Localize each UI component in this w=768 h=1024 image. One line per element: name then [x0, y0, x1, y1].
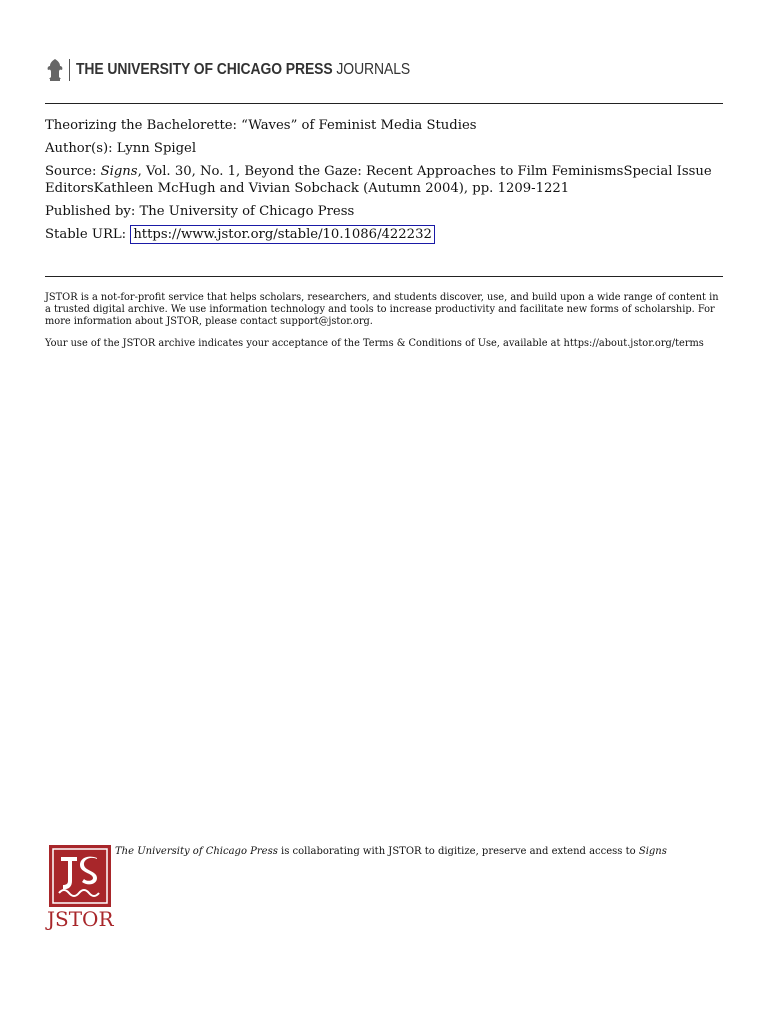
jstor-notice	[45, 292, 725, 360]
stable-url-line	[45, 226, 725, 243]
header-divider	[69, 59, 70, 81]
article-title: Theorizing the Bachelorette: “Waves” of Feminist Media Studies	[45, 118, 477, 133]
jstor-logo-icon	[49, 845, 111, 907]
collaboration-statement	[115, 846, 715, 858]
author-line	[45, 140, 725, 157]
middle-divider	[45, 276, 723, 277]
publisher-label: Published by:	[45, 204, 136, 219]
jstor-notice-paragraph-2: Your use of the JSTOR archive indicates your acceptance of the Terms & Conditions of Use, available at https://about.jstor.org/terms	[45, 338, 704, 349]
header-title	[76, 61, 410, 79]
author-label: Author(s):	[45, 141, 113, 156]
source-label: Source:	[45, 164, 97, 179]
article-metadata	[45, 117, 725, 249]
phoenix-icon	[46, 57, 64, 83]
collaboration-text: is collaborating with JSTOR to digitize, preserve and extend access to	[277, 846, 639, 857]
jstor-notice-paragraph-1: JSTOR is a not-for-profit service that helps scholars, researchers, and students discover, use, and build upon a wide range of content in a trusted digital archive. We use information technology and tools to increase productivity and facilitate new forms of scholarship. For more information about JSTOR, please contact support@jstor.org.	[45, 292, 719, 327]
source-line	[45, 163, 725, 197]
footer-journal: Signs	[638, 846, 667, 857]
header-brand: THE UNIVERSITY OF CHICAGO PRESS	[76, 61, 333, 78]
stable-url-link[interactable]: https://www.jstor.org/stable/10.1086/422232	[130, 225, 435, 244]
press-name: The University of Chicago Press	[115, 846, 278, 857]
stable-url-label: Stable URL:	[45, 227, 127, 242]
author-name: Lynn Spigel	[116, 141, 197, 156]
source-journal: Signs	[100, 164, 138, 179]
journal-header	[46, 56, 447, 84]
jstor-wordmark: JSTOR	[47, 907, 114, 931]
publisher-name: The University of Chicago Press	[139, 204, 355, 219]
header-suffix: JOURNALS	[336, 61, 411, 78]
source-details: , Vol. 30, No. 1, Beyond the Gaze: Recent Approaches to Film FeminismsSpecial Issue EditorsKathleen McHugh and Vivian Sobchack (Autumn 2004), pp. 1209-1221	[45, 164, 712, 196]
top-divider	[45, 103, 723, 104]
publisher-line	[45, 203, 725, 220]
